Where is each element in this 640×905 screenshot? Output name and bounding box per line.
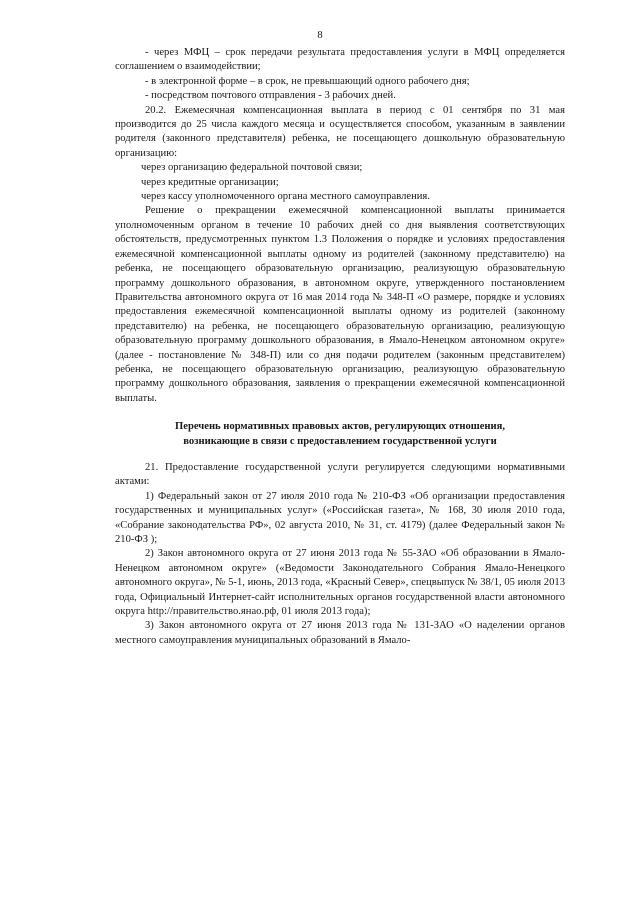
section-heading [115,420,565,449]
paragraph-post-option: через организацию федеральной почтовой связи; [141,162,363,174]
paragraph-cashdesk-option: через кассу уполномоченного органа местного самоуправления. [141,191,430,203]
paragraph-20-2: 20.2. Ежемесячная компенсационная выплата в период с 01 сентября по 31 мая производится до 25 числа каждого месяца и осуществляется способом, указанным в заявлении родителя (законного представителя) ребенка, не посещающего дошкольную образовательную организацию: [115,104,565,159]
section-heading-line-2: возникающие в связи с предоставлением государственной услуги [183,435,497,447]
paragraph-post-term: - посредством почтового отправления - 3 рабочих дней. [145,90,396,102]
paragraph-act-1: 1) Федеральный закон от 27 июля 2010 года № 210-ФЗ «Об организации предоставления государственных и муниципальных услуг» («Российская газета», № 168, 30 июля 2010 года, «Собрание законодательства РФ», 02 августа 2010, № 31, ст. 4179) (далее Федеральный закон № 210-ФЗ ); [115,490,565,545]
page-number: 8 [317,30,323,41]
paragraph-mfc-term: - через МФЦ – срок передачи результата предоставления услуги в МФЦ определяется соглашением о взаимодействии; [115,47,565,73]
paragraph-electronic-term: - в электронной форме – в срок, не превышающий одного рабочего дня; [145,75,470,87]
paragraph-21: 21. Предоставление государственной услуги регулируется следующими нормативными актами: [115,461,565,488]
paragraph-act-2: 2) Закон автономного округа от 27 июня 2013 года № 55-ЗАО «Об образовании в Ямало-Ненецком автономном округе» («Ведомости Законодательного Собрания Ямало-Ненецкого автономного округа», № 5-1, июнь, 2013 года, «Красный Север», спецвыпуск № 38/1, 05 июля 2013 года, Официальный Интернет-сайт исполнительных органов государственной власти автономного округа http://правительство.янао.рф, 01 июля 2013 года); [115,548,565,618]
document-body [115,46,565,648]
paragraph-termination: Решение о прекращении ежемесячной компенсационной выплаты принимается уполномоченным органом в течение 10 рабочих дней со дня выявления соответствующих обстоятельств, предусмотренных пунктом 1.3 Положения о порядке и условиях предоставления ежемесячной компенсационной выплаты одному из родителей (законному представителю) на ребенка, не посещающего образовательную организацию, реализующую образовательную программу дошкольного образования, в автономном округе, утвержденного постановлением Правительства автономного округа от 16 мая 2014 года № 348-П «О размере, порядке и условиях предоставления ежемесячной компенсационной выплаты одному из родителей (законному представителю) на ребенка, не посещающего образовательную организацию, реализующую образовательную программу дошкольного образования, в Ямало-Ненецком автономном округе» (далее - постановление № 348-П) или со дня подачи родителем (законным представителем) ребенка, не посещающего образовательную организацию, реализующую образовательную программу дошкольного образования, заявления о прекращении ежемесячной компенсационной выплаты. [115,205,565,404]
paragraph-act-3: 3) Закон автономного округа от 27 июня 2013 года № 131-ЗАО «О наделении органов местного самоуправления муниципальных образований в Ямало- [115,620,565,646]
section-heading-line-1: Перечень нормативных правовых актов, регулирующих отношения, [175,421,505,433]
paragraph-credit-option: через кредитные организации; [141,176,279,188]
